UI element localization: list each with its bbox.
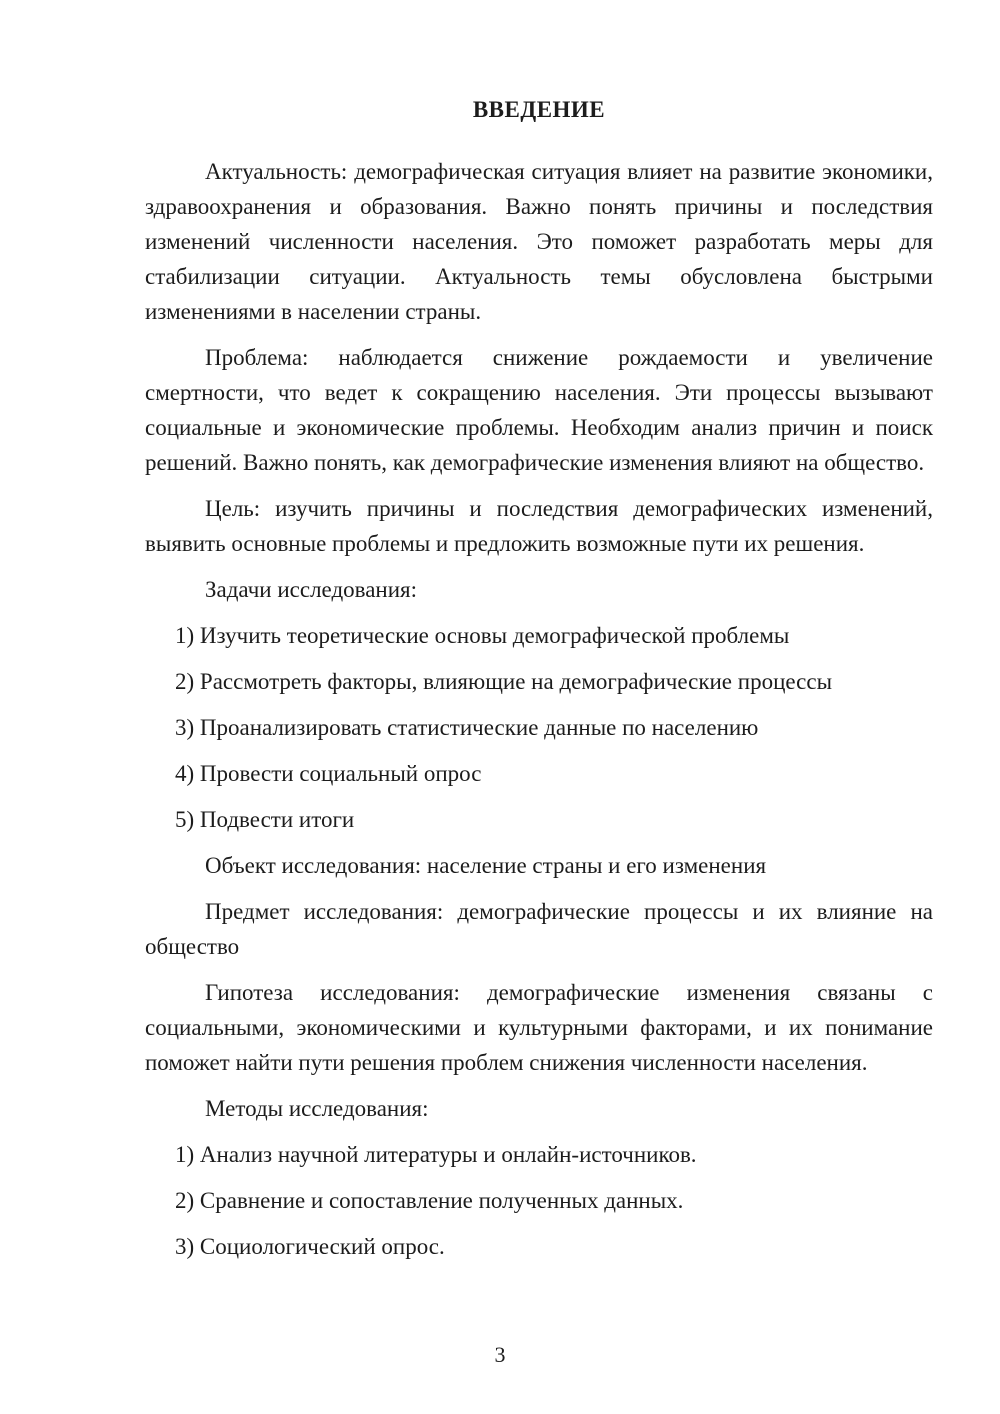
paragraph-metody-heading: Методы исследования: bbox=[205, 1096, 429, 1121]
method-item-1: 1) Анализ научной литературы и онлайн-источников. bbox=[175, 1142, 697, 1167]
paragraph-obekt: Объект исследования: население страны и его изменения bbox=[205, 853, 767, 878]
task-item-3: 3) Проанализировать статистические данные по населению bbox=[175, 715, 759, 740]
paragraph-gipoteza: Гипотеза исследования: демографические изменения связаны с социальными, экономическими и культурными факторами, и их понимание поможет найти пути решения проблем снижения численности населения. bbox=[145, 980, 933, 1075]
paragraph-problema: Проблема: наблюдается снижение рождаемости и увеличение смертности, что ведет к сокращению населения. Эти процессы вызывают социальные и экономические проблемы. Необходим анализ причин и поиск решений. Важно понять, как демографические изменения влияют на общество. bbox=[145, 345, 933, 475]
task-item-5: 5) Подвести итоги bbox=[175, 807, 355, 832]
paragraph-tsel: Цель: изучить причины и последствия демографических изменений, выявить основные проблемы и предложить возможные пути их решения. bbox=[145, 496, 933, 556]
method-item-2: 2) Сравнение и сопоставление полученных данных. bbox=[175, 1188, 684, 1213]
paragraph-zadachi-heading: Задачи исследования: bbox=[205, 577, 418, 602]
page-number: 3 bbox=[494, 1342, 506, 1367]
task-item-2: 2) Рассмотреть факторы, влияющие на демографические процессы bbox=[175, 669, 833, 694]
method-item-3: 3) Социологический опрос. bbox=[175, 1234, 445, 1259]
paragraph-aktualnost: Актуальность: демографическая ситуация влияет на развитие экономики, здравоохранения и образования. Важно понять причины и последствия изменений численности населения. Это поможет разработать меры для стабилизации ситуации. Актуальность темы обусловлена быстрыми изменениями в населении страны. bbox=[145, 159, 933, 324]
document-content bbox=[145, 92, 933, 1275]
task-item-1: 1) Изучить теоретические основы демографической проблемы bbox=[175, 623, 790, 648]
document-title: ВВЕДЕНИЕ bbox=[472, 97, 606, 122]
task-item-4: 4) Провести социальный опрос bbox=[175, 761, 482, 786]
paragraph-predmet: Предмет исследования: демографические процессы и их влияние на общество bbox=[145, 899, 933, 959]
